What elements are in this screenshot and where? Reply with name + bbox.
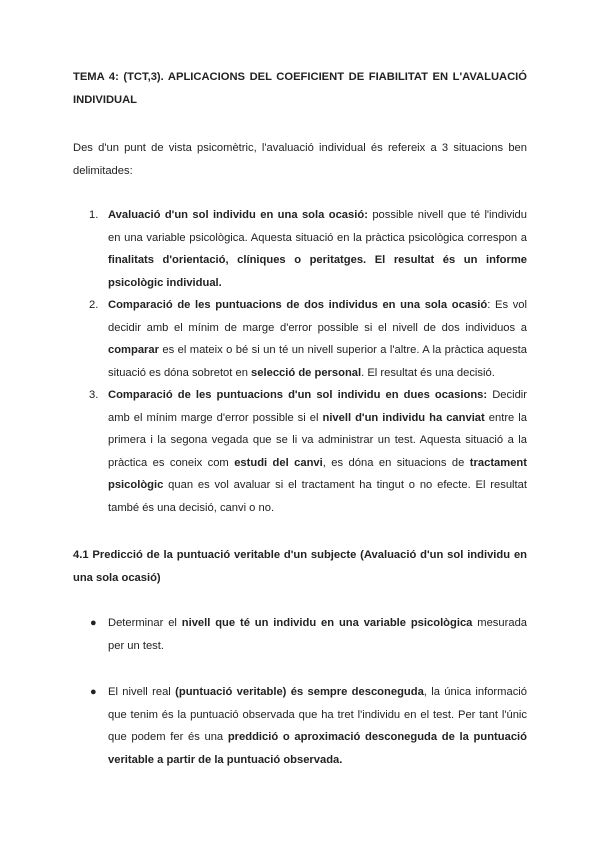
list-item-bold: estudi del canvi [234, 456, 323, 469]
list-item-bold: selecció de personal [251, 366, 362, 379]
bullet-bold: preddició o aproximació desconeguda de la puntuació veritable a partir de la puntuació observada. [108, 731, 527, 766]
bullet-text: Determinar el [108, 617, 182, 629]
page-title: TEMA 4: (TCT,3). APLICACIONS DEL COEFICIENT DE FIABILITAT EN L'AVALUACIÓ INDIVIDUAL [73, 71, 527, 106]
intro-paragraph: Des d'un punt de vista psicomètric, l'avaluació individual és refereix a 3 situacions ben delimitades: [73, 142, 527, 177]
list-number: 1. [89, 209, 99, 221]
bullet-item [73, 681, 527, 771]
list-item-text: Decidir amb el mínim marge d'error possible si el [108, 389, 528, 424]
list-number: 3. [89, 389, 99, 401]
bullet-icon: ● [90, 617, 97, 629]
list-item-text: quan es vol avaluar si el tractament ha tingut o no efecte. El resultat també és una decisió, canvi o no. [108, 479, 527, 514]
list-item-bold: nivell d'un individu ha canviat [322, 411, 485, 424]
list-item-bold: comparar [108, 344, 159, 356]
bullet-bold: nivell que té un individu en una variable psicològica [181, 617, 473, 629]
bullet-icon: ● [90, 686, 97, 698]
list-item-text: possible nivell que té l'individu en una variable psicològica. Aquesta situació en la pràctica psicològica correspon a [108, 209, 527, 244]
list-item-text: , es dóna en situacions de [322, 456, 470, 469]
list-item-text: : Es vol decidir amb el mínim de marge d'error possible si el nivell de dos individuos a [108, 299, 528, 334]
list-item [73, 204, 527, 294]
list-item-bold: tractament psicològic [108, 456, 527, 491]
list-number: 2. [89, 299, 99, 311]
list-item [73, 294, 527, 384]
list-item-bold: finalitats d'orientació, clíniques o peritatges. El resultat és un informe psicològic individual. [108, 254, 527, 289]
list-item-text: . El resultat és una decisió. [361, 366, 495, 379]
list-item-bold: Comparació de les puntuacions de dos individus en una sola ocasió [108, 299, 488, 311]
situations-list [73, 204, 527, 519]
bullet-item [73, 612, 527, 657]
bullet-text: , la única informació que tenim és la puntuació observada que ha tret l'individu en el test. Per tant l'únic que podem fer és una [108, 686, 527, 743]
list-item [73, 384, 527, 519]
list-item-text: es el mateix o bé si un té un nivell superior a l'altre. A la pràctica aquesta situació es dóna sobretot en [108, 344, 527, 379]
bullet-text: mesurada per un test. [108, 617, 528, 652]
list-item-text: entre la primera i la segona vegada que se li va administrar un test. Aquesta situació a la pràctica es coneix com [108, 411, 527, 469]
list-item-bold: Avaluació d'un sol individu en una sola ocasió: [108, 209, 368, 221]
section-heading: 4.1 Predicció de la puntuació veritable d'un subjecte (Avaluació d'un sol individu en una sola ocasió) [73, 549, 527, 584]
bullet-bold: (puntuació veritable) és sempre desconeguda [175, 686, 424, 698]
bullet-text: El nivell real [108, 686, 176, 698]
list-item-bold: Comparació de les puntuacions d'un sol individu en dues ocasions: [108, 389, 488, 401]
